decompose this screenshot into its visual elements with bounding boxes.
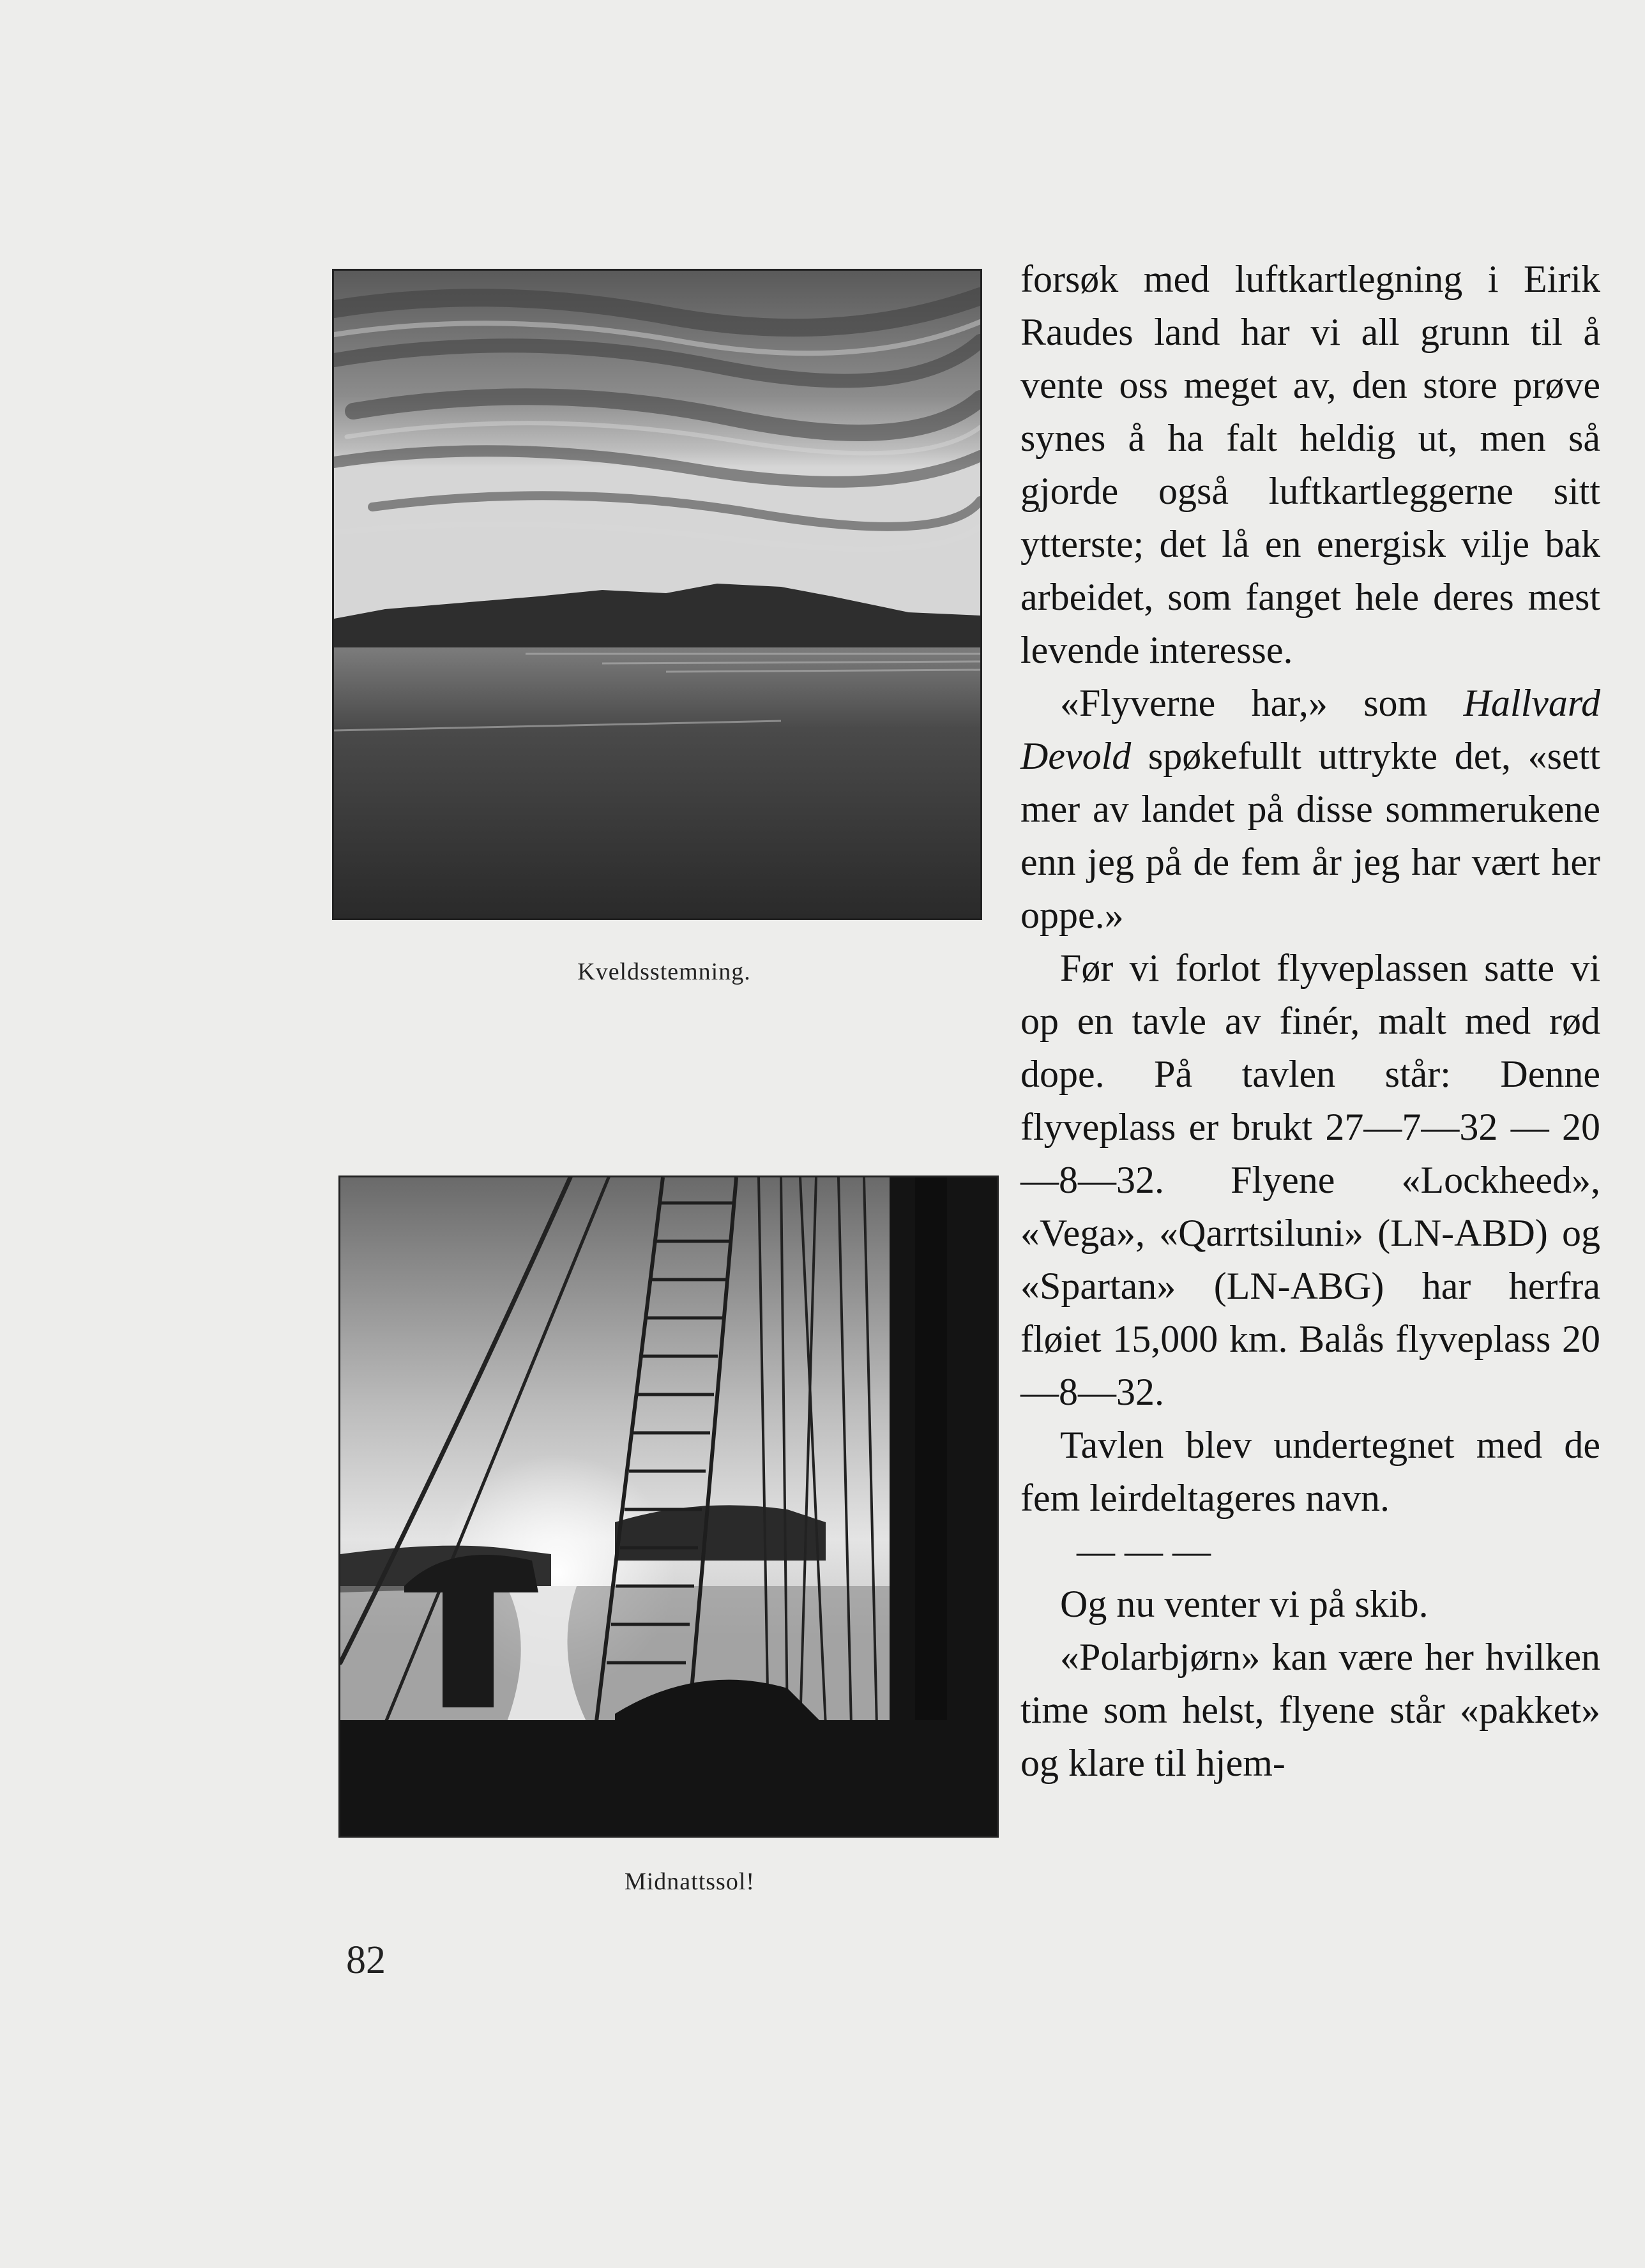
paragraph-text: spøkefullt uttrykte det, «sett mer av landet på disse sommerukene enn jeg på de fem år jeg har vært her oppe.» [1020, 735, 1600, 936]
page-number: 82 [346, 1939, 386, 1982]
ship-rigging-image [340, 1177, 997, 1836]
section-break: — — — [1077, 1530, 1211, 1572]
person-name: Hallvard Devold [1020, 682, 1600, 777]
paragraph: «Polarbjørn» kan være her hvilken time som helst, flyene står «pakket» og klare til hjem- [1020, 1636, 1600, 1784]
paragraph: Og nu venter vi på skib. [1060, 1583, 1429, 1625]
body-text-column [1020, 253, 1600, 1790]
figure-caption: Kveldsstemning. [577, 958, 751, 985]
paragraph [1020, 677, 1600, 942]
dusk-landscape-image [334, 271, 980, 918]
photo-kveldsstemning [332, 269, 982, 920]
paragraph: Tavlen blev undertegnet med de fem leirdeltageres navn. [1020, 1424, 1600, 1519]
photo-midnattssol [338, 1176, 999, 1838]
figure-caption: Midnattssol! [624, 1868, 755, 1895]
paragraph: Før vi forlot flyveplassen satte vi op en tavle av finér, malt med rød dope. På tavlen står: Denne flyveplass er brukt 27—7—32 — 20—8—32. Flyene «Lockheed», «Vega», «Qarrtsiluni» (LN-ABD) og «Spartan» (LN-ABG) har herfra fløiet 15,000 km. Balås flyveplass 20—8—32. [1020, 947, 1600, 1413]
paragraph-text: «Flyverne har,» som [1060, 682, 1464, 724]
paragraph: forsøk med luftkartlegning i Eirik Raudes land har vi all grunn til å vente oss meget av, den store prøve synes å ha falt heldig ut, men så gjorde også luftkartleggerne sitt ytterste; det lå en energisk vilje bak arbeidet, som fanget hele deres mest levende interesse. [1020, 258, 1600, 671]
